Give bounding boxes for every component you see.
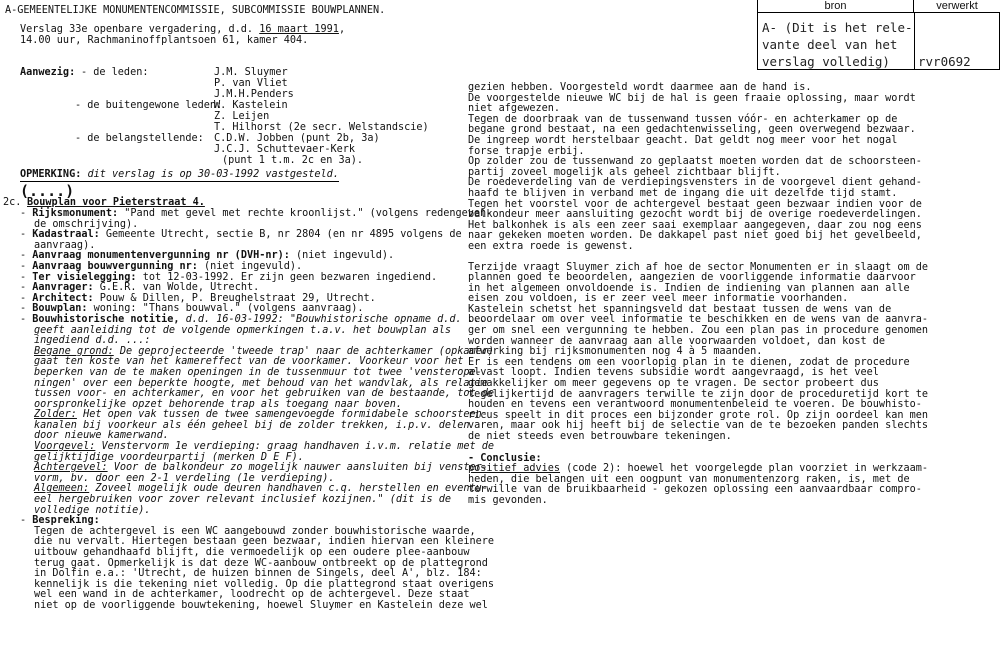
right-column	[468, 83, 993, 507]
conclusie-line: terwille van de bruikbaarheid - gekozen oplossing een aanvaardbaar compro-	[468, 484, 922, 496]
item-title: Bouwplan voor Pieterstraat 4.	[27, 197, 205, 208]
field-label: Kadastraal:	[32, 229, 100, 241]
ellipsis: (....)	[20, 182, 75, 200]
note-label: Voorgevel:	[34, 441, 96, 453]
item-fields	[20, 208, 495, 612]
paragraph-line: De roedeverdeling van de verdiepingsvensters in de voorgevel dient gehand-	[468, 177, 922, 189]
group-buitengewone-label: - de buitengewone leden:	[75, 100, 223, 111]
note-text: gaat ten koste van het kamereffect van de voorkamer. Voorkeur voor het	[34, 356, 464, 368]
bron-note-2: vante deel van het	[762, 37, 898, 52]
field-label: Ter visielegging:	[32, 271, 137, 283]
field-dash: -	[20, 282, 33, 294]
paragraph-line: haafd te blijven in verband met de ingang die uit dezelfde tijd stamt.	[468, 187, 898, 199]
field-label: Architect:	[32, 292, 94, 304]
field-dash: -	[20, 208, 33, 219]
note-label: Zolder:	[34, 409, 77, 421]
note-text: Het open vak tussen de twee samengevoegde formidabele schoorsteen-	[76, 409, 488, 421]
note-text: De geprojecteerde 'tweede trap' naar de achterkamer (opkamer)	[113, 345, 495, 357]
field-dash: -	[20, 250, 33, 262]
notitie-line	[20, 313, 487, 326]
note-text: oorspronkelijke opzet behorende trap als toegang naar boven.	[34, 398, 403, 410]
note-text: volledige notitie).	[34, 504, 151, 516]
note-label: Algemeen:	[34, 483, 90, 495]
paragraph-line: tegelijkertijd de aanvragers terwille te zijn door de proceduretijd kort te	[468, 388, 929, 400]
right-paragraph-2	[468, 263, 993, 443]
meeting-line-2: 14.00 uur, Rachmaninoffplantsoen 61, kamer 404.	[20, 35, 309, 46]
field-dash: -	[20, 313, 33, 325]
paragraph-line: naar gekeken moeten worden. De dakkapel past niet goed bij het gevelbeeld,	[468, 230, 922, 242]
attendee: T. Hilhorst (2e secr. Welstandscie)	[214, 122, 429, 133]
field-label: Rijksmonument:	[32, 208, 119, 219]
paragraph-line: gezien hebben. Voorgesteld wordt daarmee aan de hand is.	[468, 82, 812, 93]
item-number: 2c.	[3, 197, 22, 208]
bron-note-1: A- (Dit is het rele-	[762, 20, 913, 35]
notitie-value: d.d. 16-03-1992: "Bouwhistorische opname d.d. ...	[179, 313, 487, 325]
note-text: tussen voor- en achterkamer, en voor het gebruiken van de bestaande, tot de	[34, 388, 495, 400]
paragraph-line: Op zolder zou de tussenwand zo geplaatst moeten worden dat de schoorsteen-	[468, 156, 922, 168]
conclusie-label: - Conclusie:	[468, 452, 542, 464]
paragraph-line: ger om snel een vergunning te hebben. Zou een plan pas in procedure genomen	[468, 325, 929, 337]
field-label: Aanvraag monumentenvergunning nr (DVH-nr):	[32, 250, 290, 262]
paragraph-line: Terzijde vraagt Sluymer zich af hoe de sector Monumenten er in slaagt om de	[468, 261, 929, 273]
field-label: Aanvrager:	[32, 282, 94, 294]
attendee: W. Kastelein	[214, 100, 288, 111]
paragraph-line: plannen goed te beoordelen, aangezien de voorliggende informatie daarvoor	[468, 272, 916, 284]
group-leden-label: - de leden:	[81, 67, 149, 78]
paragraph-line: forse trapje erbij.	[468, 145, 585, 157]
bespreking-label: Bespreking:	[32, 515, 100, 527]
note-text: ningen' over een beperkte hoogte, met behoud van het wandvlak, als relatie	[34, 377, 488, 389]
attendee: J.C.J. Schuttevaer-Kerk	[214, 144, 356, 155]
paragraph-line: in het algemeen onvoldoende is. Indien de indiening van plannen aan alle	[468, 282, 910, 294]
paragraph-line: afwerking bij rijksmonumenten nog 4 à 5 maanden.	[468, 346, 763, 358]
note-text: gelijktijdige voordeurpartij (merken D E F).	[34, 451, 304, 463]
advies-label: positief advies	[468, 463, 561, 475]
bespreking-text: uitbouw gehandhaafd blijft, die vermoedelijk op een oudere plee-aanbouw	[34, 547, 470, 558]
attendee: J.M. Sluymer	[214, 67, 288, 78]
remark-text: dit verslag is op 30-03-1992 vastgesteld.	[81, 169, 339, 180]
bespreking-text: terug gaat. Opmerkelijk is dat deze WC-aanbouw ontbreekt op de plattegrond	[34, 557, 488, 569]
field-continuation: aanvraag).	[34, 239, 96, 251]
attendee: J.M.H.Penders	[214, 89, 294, 100]
paragraph-line: balkondeur meer aansluiting gezocht wordt bij de overige roedeverdelingen.	[468, 209, 922, 221]
note-text: kanalen bij voorkeur als één geheel bij de zolder trekken, i.p.v. delen	[34, 419, 470, 431]
paragraph-line: gemakkelijker om meer gegevens op te vragen. De sector probeert dus	[468, 378, 879, 390]
paragraph-line: beoordelaar om over veel informatie te beschikken en de wens van de aanvra-	[468, 314, 929, 326]
note-text: beperken van de te maken openingen in de tussenmuur tot twee 'vensterope-	[34, 366, 482, 378]
field-dash: -	[20, 260, 33, 272]
meeting-prefix: Verslag 33e openbare vergadering, d.d.	[20, 24, 260, 35]
paragraph-line: Tegen het voorstel voor de achtergevel bestaat geen bezwaar indien voor de	[468, 198, 922, 210]
right-paragraph-1	[468, 83, 993, 253]
attendance-label: Aanwezig:	[20, 67, 76, 78]
bespreking-text: niet op de voorliggende bouwtekening, hoewel Sluymer en Kastelein deze wel	[34, 599, 488, 611]
field-value: G.E.R. van Wolde, Utrecht.	[93, 282, 260, 294]
paragraph-line: de niet steeds even betrouwbare tekeningen.	[468, 431, 732, 442]
paragraph-line: De voorgestelde nieuwe WC bij de hal is geen fraaie oplossing, maar wordt	[468, 92, 916, 104]
bespreking-text: Tegen de achtergevel is een WC aangebouwd zonder bouwhistorische waarde,	[34, 525, 476, 537]
paragraph-line: eisen zou voldoen, is er zeer veel meer informatie voorhanden.	[468, 293, 849, 305]
field-value: "Pand met gevel met rechte kroonlijst." (volgens redengeven-	[118, 208, 493, 219]
paragraph-line: alvast loopt. Indien tevens subsidie wordt aangevraagd, is het veel	[468, 367, 879, 379]
conclusie-line: mis gevonden.	[468, 494, 548, 506]
field-dash: -	[20, 271, 33, 283]
paragraph-line: varen, maar ook hij heeft bij de selectie van de te bezoeken panden slechts	[468, 420, 929, 432]
paragraph-line: houden en tevens een verantwoord monumentenbeleid te voeren. De bouwhisto-	[468, 399, 922, 411]
item-field	[20, 208, 493, 220]
paragraph-line: begane grond bestaat, na een gedachtenwisseling, geen overwegend bezwaar.	[468, 124, 916, 136]
paragraph-line: Tegen de doorbraak van de tussenwand tussen vóór- en achterkamer op de	[468, 113, 898, 125]
attendee: C.D.W. Jobben (punt 2b, 3a)	[214, 133, 380, 144]
field-value: Gemeente Utrecht, sectie B, nr 2804 (en nr 4895 volgens de	[99, 229, 462, 241]
attendee: P. van Vliet	[214, 78, 288, 89]
bespreking-text: kennelijk is die tekening niet volledig. Op die plattegrond staat overigens	[34, 578, 495, 590]
note-text: Venstervorm 1e verdieping: graag handhaven i.v.m. relatie met de	[95, 441, 495, 453]
group-belangstellende-label: - de belangstellende:	[75, 133, 204, 144]
paragraph-line: partij zoveel mogelijk als geheel zichtbaar blijft.	[468, 166, 781, 178]
conclusie-text	[468, 475, 993, 507]
reference-code: rvr0692	[918, 54, 971, 69]
remark-label: OPMERKING:	[20, 169, 82, 180]
notitie-text: geeft aanleiding tot de volgende opmerkingen t.a.v. het bouwplan als	[34, 324, 452, 336]
paragraph-line: niet afgewezen.	[468, 103, 561, 115]
paragraph-line: De ingreep wordt herstelbaar geacht. Dat geldt nog meer voor het nogal	[468, 134, 898, 146]
field-label: Aanvraag bouwvergunning nr:	[32, 260, 198, 272]
note-text: eel hergebruiken voor zover relevant inclusief kozijnen." (dit is de	[34, 494, 452, 506]
field-continuation: de omschrijving).	[34, 218, 139, 230]
note-text: Voor de balkondeur zo mogelijk nauwer aansluiten bij venster-	[107, 462, 488, 474]
notitie-text: ingediend d.d. ...:	[34, 335, 151, 347]
paragraph-line: een extra roede is gewenst.	[468, 240, 634, 252]
meeting-date: 16 maart 1991	[259, 24, 339, 35]
meeting-suffix: ,	[338, 24, 346, 35]
meeting-line-1	[20, 25, 345, 36]
field-value: Pouw & Dillen, P. Breughelstraat 29, Utrecht.	[93, 292, 376, 304]
remark	[20, 170, 339, 182]
notitie-label: Bouwhistorische notitie,	[32, 313, 180, 325]
paragraph-line: Kastelein schetst het spanningsveld dat bestaat tussen de wens van de	[468, 303, 892, 315]
field-value: (niet ingevuld).	[197, 260, 303, 272]
bespreking-text: die nu vervalt. Hiertegen bestaan geen bezwaar, indien hiervan een kleinere	[34, 536, 495, 548]
bespreking-text: in Dolfin e.a.: 'Utrecht, de huizen binnen de Singels, deel A', blz. 184:	[34, 568, 482, 580]
bron-header: bron	[757, 0, 914, 13]
field-dash: -	[20, 292, 33, 304]
advies-rest: (code 2): hoewel het voorgelegde plan voorziet in werkzaam-	[560, 463, 929, 475]
note-text: vorm, bv. door een 2-1 verdeling (1e verdieping).	[34, 472, 335, 484]
field-value: (niet ingevuld).	[289, 250, 395, 262]
note-label: Achtergevel:	[34, 462, 108, 474]
document-title: A-GEMEENTELIJKE MONUMENTENCOMMISSIE, SUBCOMMISSIE BOUWPLANNEN.	[5, 5, 386, 16]
field-label: Bouwplan:	[32, 303, 88, 315]
conclusie-line: heden, die belangen uit een oogpunt van monumentenzorg raken, is, met de	[468, 473, 910, 485]
attendee: Z. Leijen	[214, 111, 270, 122]
note-label: Begane grond:	[34, 345, 114, 357]
paragraph-line: ricus speelt in dit proces een bijzonder grote rol. Op zijn oordeel kan men	[468, 409, 929, 421]
paragraph-line: worden wanneer de aanvraag aan alle voorwaarden voldoet, dan kost de	[468, 335, 886, 347]
field-value: woning: "Thans bouwval." (volgens aanvraag).	[87, 303, 364, 315]
field-dash: -	[20, 229, 33, 241]
verwerkt-header: verwerkt	[913, 0, 1000, 13]
paragraph-line: Het balkonhek is als een zeer saai exemplaar aangegeven, daar zou nog eens	[468, 219, 922, 231]
paragraph-line: Er is een tendens om een voorlopig plan in te dienen, zodat de procedure	[468, 356, 910, 368]
field-dash: -	[20, 303, 33, 315]
note-text: Zoveel mogelijk oude deuren handhaven c.q. herstellen en eventu-	[89, 483, 488, 495]
field-dash: -	[20, 515, 33, 527]
bespreking-text: wel een wand in de achterkamer, loodrecht op de achtergevel. Deze staat	[34, 589, 470, 601]
note-text: door nieuwe kamerwand.	[34, 430, 169, 442]
attendee-note: (punt 1 t.m. 2c en 3a).	[222, 155, 364, 166]
bron-note-3: verslag volledig)	[762, 54, 890, 69]
field-value: tot 12-03-1992. Er zijn geen bezwaren ingediend.	[136, 271, 438, 283]
